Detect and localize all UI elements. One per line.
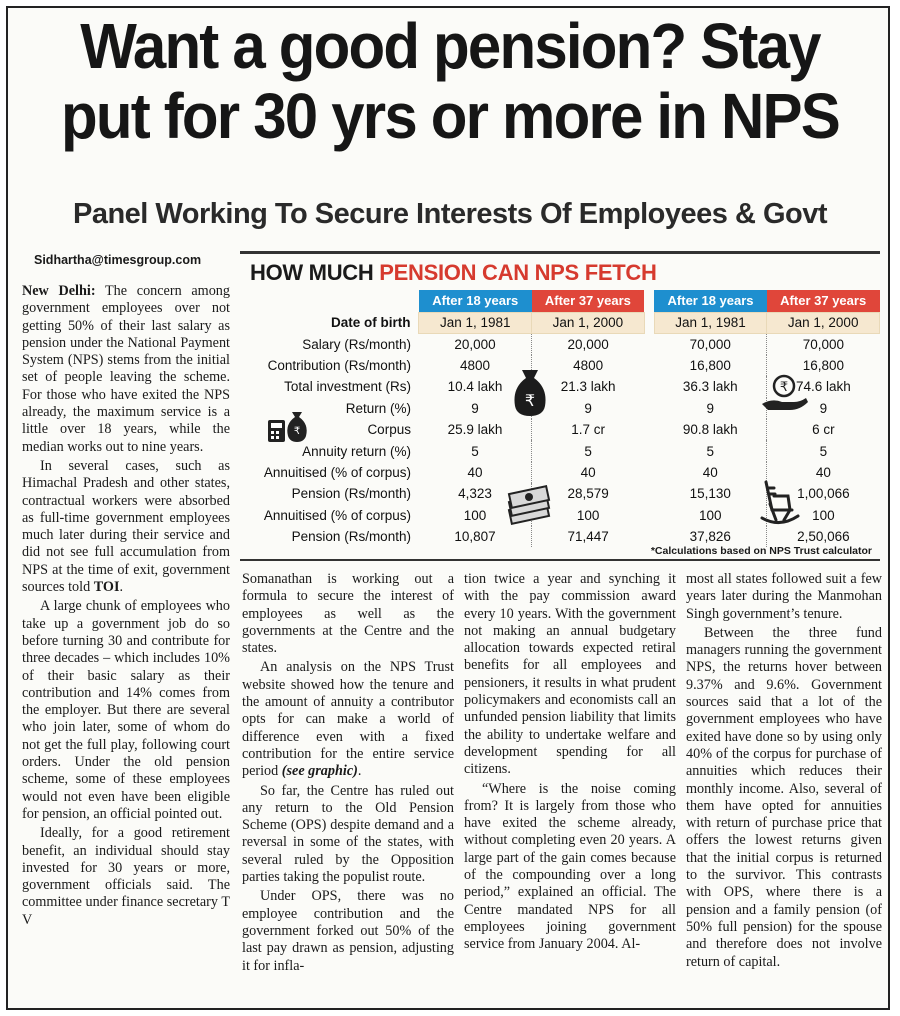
table-cell: 70,000 bbox=[767, 333, 880, 354]
table-cell: 40 bbox=[702, 464, 718, 480]
paragraph: A large chunk of employees who take up a government job do so before turning 30 and contribute for three decades – which includes 10% of their basic salary as their contribution and 14% comes from the employer. But there are several who join later, some of whom do not get the full play, following court orders. Under the old pension scheme, some of these employees would not even have been eligible for pension, an official pointed out. bbox=[22, 598, 230, 822]
table-cell: 40 bbox=[532, 462, 645, 483]
table-cell: 5 bbox=[532, 440, 645, 461]
headline bbox=[8, 12, 890, 152]
table-cell: 28,579 bbox=[532, 483, 645, 504]
cash-stack-icon bbox=[504, 482, 554, 526]
table-cell: 4,323 bbox=[458, 486, 492, 502]
table-cell: 9 bbox=[532, 398, 645, 419]
row-label: Total investment (Rs) bbox=[284, 379, 411, 395]
graphic-title: HOW MUCH PENSION CAN NPS FETCH bbox=[250, 260, 657, 285]
table-cell: 100 bbox=[699, 507, 722, 523]
table-cell: 74.6 lakh bbox=[767, 376, 880, 397]
table-cell: 40 bbox=[467, 464, 483, 480]
article-column-3 bbox=[464, 571, 676, 956]
paragraph: So far, the Centre has ruled out any return to the Old Pension Scheme (OPS) despite demand and a reversal in some of the states, with several ruled by the Opposition parties taking the populist route. bbox=[242, 782, 454, 886]
svg-text:₹: ₹ bbox=[524, 391, 536, 410]
rupee-hand-icon bbox=[760, 374, 810, 414]
paragraph: “Where is the noise coming from? It is largely from those who have exited the scheme already, without completing even 20 years. A large part of the gain comes because of the compounding over a long period,” explained an official. The Centre mandated NPS for all employees joining government service from January 2004. Al- bbox=[464, 780, 676, 953]
paragraph: most all states followed suit a few years later during the Manmohan Singh government’s tenure. bbox=[686, 571, 882, 622]
table-cell: 71,447 bbox=[532, 526, 645, 547]
table-cell: 36.3 lakh bbox=[682, 379, 738, 395]
paragraph: An analysis on the NPS Trust website showed how the tenure and the amount of annuity a contributor opts for can make a world of difference even with a fixed contribution for the entire service period (see graphic). bbox=[242, 659, 454, 780]
table-cell: 37,826 bbox=[689, 529, 731, 545]
column-header: After 37 years bbox=[767, 290, 880, 312]
row-label: Pension (Rs/month) bbox=[291, 486, 411, 502]
table-cell: 10.4 lakh bbox=[447, 379, 503, 395]
column-header: After 18 years bbox=[419, 290, 532, 312]
table-cell: 15,130 bbox=[689, 486, 731, 502]
table-row bbox=[240, 312, 880, 333]
table-cell: 9 bbox=[767, 398, 880, 419]
pension-graphic bbox=[240, 251, 880, 561]
calculator-money-bag-icon bbox=[266, 402, 310, 444]
table-cell: Jan 1, 2000 bbox=[532, 312, 645, 333]
row-label: Date of birth bbox=[330, 315, 411, 331]
table-cell: 20,000 bbox=[532, 333, 645, 354]
table-cell: 2,50,066 bbox=[767, 526, 880, 547]
headline-line-2: put for 30 yrs or more in NPS bbox=[61, 80, 839, 152]
table-row bbox=[240, 419, 880, 440]
table-cell: 70,000 bbox=[689, 336, 731, 352]
table-cell: 100 bbox=[532, 505, 645, 526]
paragraph: Under OPS, there was no employee contribution and the government forked out 50% of the last pay drawn as pension, adjusting it for infla- bbox=[242, 888, 454, 974]
newspaper-clipping bbox=[6, 6, 890, 1010]
table-cell: 1.7 cr bbox=[532, 419, 645, 440]
svg-text:₹: ₹ bbox=[293, 426, 301, 437]
article-column-4 bbox=[686, 571, 882, 973]
paragraph: tion twice a year and synching it with the pay commission award every 10 years. With the government not making an annual budgetary allocation towards expected retiral benefits for all employees and pensioners, it results in what prudent policymakers and economists call an unfunded pension liability that limits the ability to undertake welfare and development spending for all citizens. bbox=[464, 571, 676, 778]
table-cell: Jan 1, 1981 bbox=[654, 312, 767, 333]
table-cell: 9 bbox=[471, 400, 479, 416]
table-cell: 25.9 lakh bbox=[447, 422, 503, 438]
dateline: New Delhi: bbox=[22, 283, 96, 299]
row-label: Annuitised (% of corpus) bbox=[263, 464, 411, 480]
table-cell: 16,800 bbox=[689, 357, 731, 373]
table-cell: 1,00,066 bbox=[767, 483, 880, 504]
table-cell: 9 bbox=[706, 400, 715, 416]
table-cell: 100 bbox=[767, 505, 880, 526]
table-cell: 6 cr bbox=[767, 419, 880, 440]
paragraph: Ideally, for a good retirement benefit, an individual should stay invested for 30 years or more, government officials said. The committee under finance secretary T V bbox=[22, 825, 230, 928]
table-cell: 90.8 lakh bbox=[682, 422, 738, 438]
rocking-chair-icon bbox=[756, 476, 804, 528]
row-label: Pension (Rs/month) bbox=[291, 529, 411, 545]
rupee-money-bag-icon bbox=[510, 366, 550, 418]
table-cell: 100 bbox=[463, 507, 487, 523]
byline: Sidhartha@timesgroup.com bbox=[34, 253, 202, 267]
table-cell: 21.3 lakh bbox=[532, 376, 645, 397]
table-cell: 40 bbox=[767, 462, 880, 483]
table-row bbox=[240, 333, 880, 354]
row-label: Contribution (Rs/month) bbox=[267, 357, 411, 373]
row-label: Salary (Rs/month) bbox=[302, 336, 411, 352]
headline-line-1: Want a good pension? Stay bbox=[80, 10, 820, 82]
table-cell: 16,800 bbox=[767, 355, 880, 376]
table-cell: Jan 1, 2000 bbox=[767, 312, 880, 333]
paragraph: Somanathan is working out a formula to secure the interest of employees as well as the governments at the Centre and the states. bbox=[242, 571, 454, 657]
table-cell: Jan 1, 1981 bbox=[419, 312, 532, 333]
row-label: Annuitised (% of corpus) bbox=[263, 507, 411, 523]
graphic-footnote: *Calculations based on NPS Trust calculator bbox=[650, 545, 872, 557]
paragraph: Between the three fund managers running the government NPS, the returns hover between 9.37% and 9.6%. Government sources said that a lot of the government employees who have exited have done so by using only 40% of the corpus for purchase of annuities which reduces their monthly income. Also, several of them have opted for annuities with return of purchase price that offers the lowest returns given that the initial corpus is returned to the survivor. This contrasts with OPS, where there is a pension and a family pension (of 50% full pension) for the spouse and therefore does not involve return of capital. bbox=[686, 624, 882, 970]
paragraph: In several cases, such as Himachal Pradesh and other states, contractual workers were absorbed as full-time government employees much later during their service and did not see full accumulation from NPS at the time of exit, government sources told TOI. bbox=[22, 457, 230, 596]
subheadline: Panel Working To Secure Interests Of Employees & Govt bbox=[72, 198, 828, 230]
row-label: Annuity return (%) bbox=[302, 443, 411, 459]
table-row bbox=[240, 440, 880, 461]
table-cell: 10,807 bbox=[454, 529, 496, 545]
column-header: After 18 years bbox=[654, 290, 767, 312]
table-cell: 5 bbox=[767, 440, 880, 461]
table-cell: 4800 bbox=[460, 357, 491, 373]
paragraph: New Delhi: The concern among government employees over not getting 50% of their last salary as pension under the National Payment System (NPS) stems from the initial set of people leaving the scheme. For those who have exited the NPS already, the maximum service is a little over 18 years, while the median works out to nine years. bbox=[22, 283, 230, 455]
table-header-row bbox=[240, 290, 880, 312]
table-cell: 4800 bbox=[532, 355, 645, 376]
table-cell: 5 bbox=[471, 443, 479, 459]
table-cell: 5 bbox=[706, 443, 715, 459]
table-row bbox=[240, 355, 880, 376]
column-header: After 37 years bbox=[532, 290, 645, 312]
table-cell: 20,000 bbox=[454, 336, 496, 352]
row-label: Return (%) bbox=[345, 400, 411, 416]
article-column-2 bbox=[242, 571, 454, 977]
row-label: Corpus bbox=[367, 422, 411, 438]
article-column-1 bbox=[22, 283, 230, 931]
svg-text:₹: ₹ bbox=[779, 380, 789, 395]
